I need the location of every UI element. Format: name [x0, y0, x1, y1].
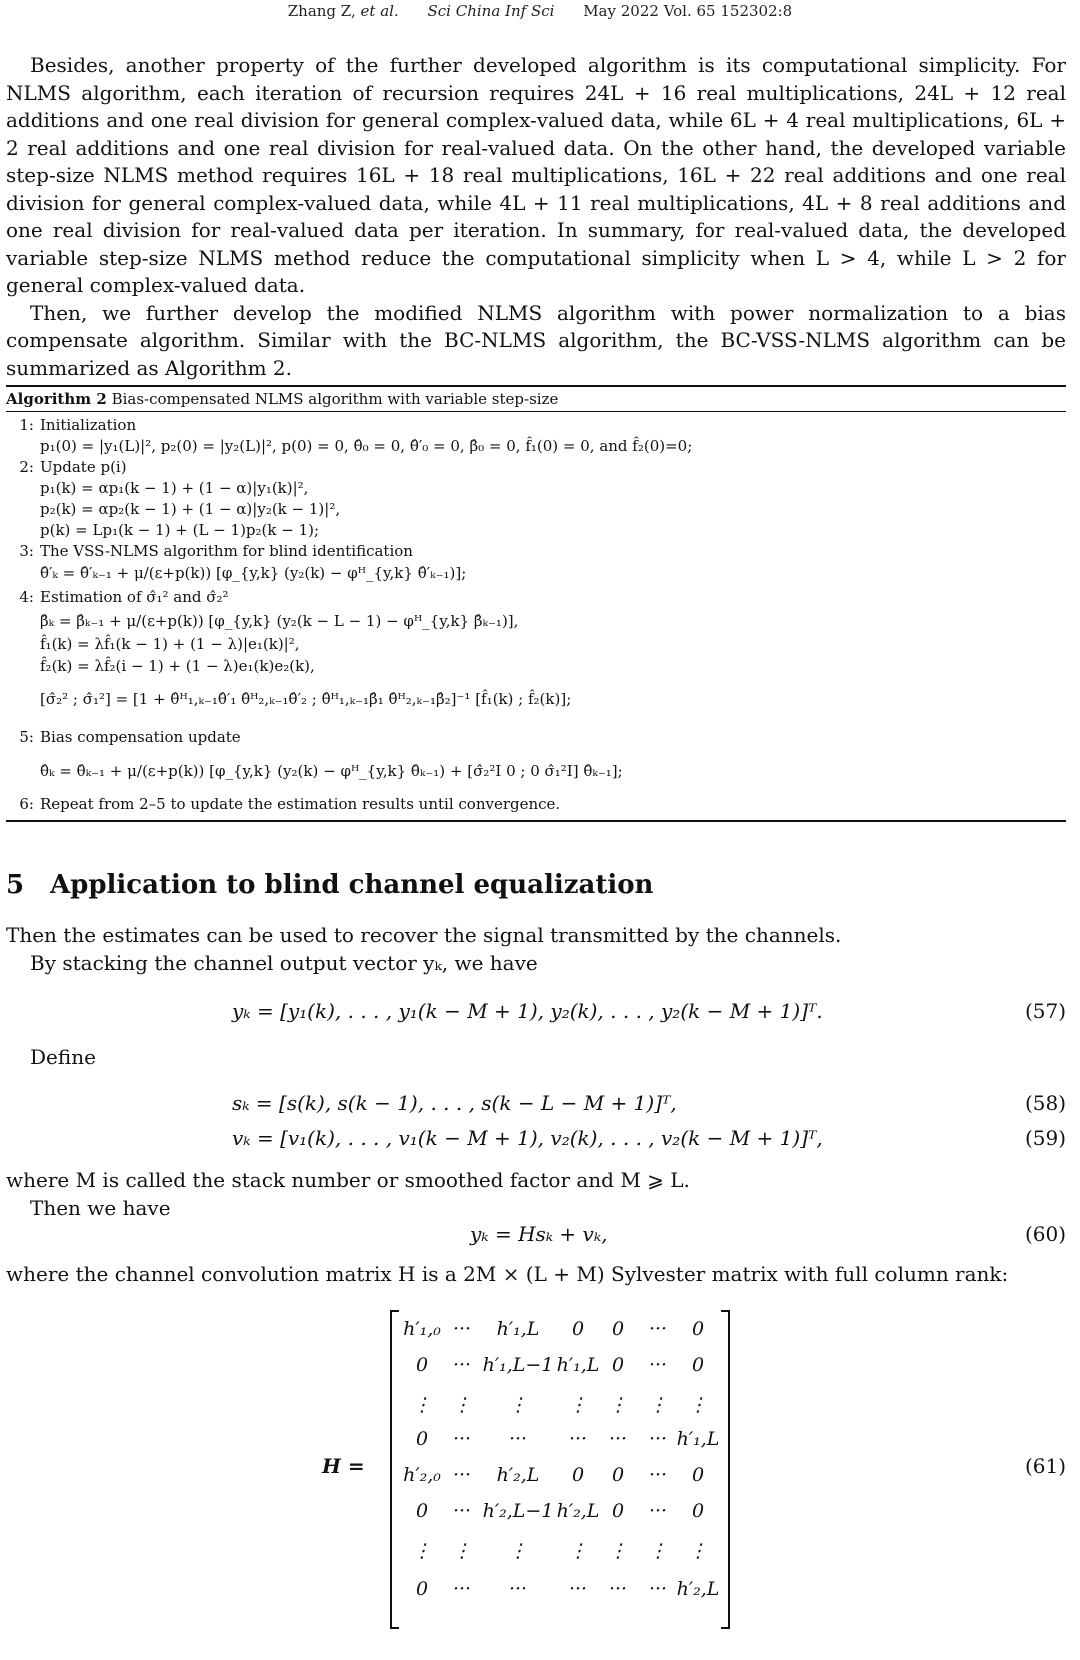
matrix-cell: 0: [571, 1318, 585, 1340]
algorithm-step: f̂₁(k) = λf̂₁(k − 1) + (1 − λ)|e₁(k)|²,: [40, 635, 300, 653]
matrix-cell: ···: [648, 1578, 668, 1600]
matrix-cell: h′₂,L: [496, 1464, 540, 1486]
equation-59: vₖ = [v₁(k), . . . , v₁(k − M + 1), v₂(k), . . . , v₂(k − M + 1)]ᵀ,: [232, 1126, 823, 1150]
algorithm-step: 3: The VSS-NLMS algorithm for blind identification: [19, 542, 413, 560]
header-journal: Sci China Inf Sci: [427, 2, 555, 20]
algorithm-step: β̂ₖ = β̂ₖ₋₁ + μ/(ε+p(k)) [φ_{y,k} (y₂(k − L − 1) − φᴴ_{y,k} β̂ₖ₋₁)],: [40, 612, 519, 630]
matrix-cell: ···: [648, 1428, 668, 1450]
algorithm-step: 6: Repeat from 2–5 to update the estimation results until convergence.: [19, 795, 561, 813]
equation-number-57: (57): [1024, 999, 1066, 1023]
matrix-cell: ···: [508, 1578, 528, 1600]
equation-number-60: (60): [1024, 1222, 1066, 1246]
equation-57: yₖ = [y₁(k), . . . , y₁(k − M + 1), y₂(k), . . . , y₂(k − M + 1)]ᵀ.: [232, 999, 823, 1023]
section-text-2: [6, 1167, 1066, 1222]
matrix-cell: 0: [611, 1500, 625, 1522]
matrix-left-bracket: [390, 1310, 399, 1629]
algorithm-step: p(k) = Lp₁(k − 1) + (L − 1)p₂(k − 1);: [40, 521, 320, 539]
running-header: [0, 2, 1080, 20]
algorithm-step: 1: Initialization: [19, 416, 137, 434]
matrix-cell: 0: [611, 1354, 625, 1376]
algorithm-step: 4: Estimation of σ̂₁² and σ̂₂²: [19, 588, 229, 606]
matrix-cell: ⋮: [508, 1394, 528, 1416]
header-issue: May 2022 Vol. 65 152302:8: [583, 2, 793, 20]
matrix-label: H =: [322, 1454, 365, 1478]
matrix-cell: ···: [648, 1500, 668, 1522]
matrix-cell: h′₁,L: [496, 1318, 540, 1340]
matrix-cell: ⋮: [412, 1540, 432, 1562]
paragraph-recover: Then the estimates can be used to recover the signal transmitted by the channels.: [6, 923, 842, 947]
matrix-cell: ···: [648, 1464, 668, 1486]
equation-60: yₖ = Hsₖ + vₖ,: [470, 1222, 608, 1246]
matrix-cell: ⋮: [688, 1394, 708, 1416]
matrix-cell: ⋮: [688, 1540, 708, 1562]
matrix-cell: ···: [452, 1428, 472, 1450]
matrix-cell: h′₂,L: [556, 1500, 600, 1522]
matrix-cell: h′₂,L: [676, 1578, 720, 1600]
matrix-cell: ⋮: [648, 1394, 668, 1416]
sylvester-matrix: [390, 1310, 730, 1625]
algorithm-step: [σ̂₂² ; σ̂₁²] = [1 + θ̂ᴴ₁,ₖ₋₁θ̂′₁ θ̂ᴴ₂,ₖ₋₁θ̂′₂ ; θ̂ᴴ₁,ₖ₋₁β̂₁ θ̂ᴴ₂,ₖ₋₁β̂₂]⁻¹ [f̂₁(k) ; f̂₂(k)];: [40, 690, 572, 708]
section-heading: 5 Application to blind channel equalization: [6, 870, 654, 900]
matrix-cell: ⋮: [452, 1394, 472, 1416]
paragraph-sylvester: where the channel convolution matrix H is a 2M × (L + M) Sylvester matrix with full column rank:: [6, 1262, 1009, 1286]
matrix-cell: ···: [508, 1428, 528, 1450]
paragraph-stack-number: where M is called the stack number or smoothed factor and M ⩾ L.: [6, 1168, 690, 1192]
matrix-cell: ···: [608, 1428, 628, 1450]
matrix-right-bracket: [721, 1310, 730, 1629]
matrix-cell: h′₁,₀: [403, 1318, 441, 1340]
matrix-cell: h′₁,L: [556, 1354, 600, 1376]
algorithm-caption-rule: [6, 411, 1066, 412]
matrix-cell: 0: [691, 1354, 705, 1376]
matrix-cell: h′₁,L−1: [482, 1354, 554, 1376]
matrix-cell: 0: [691, 1318, 705, 1340]
matrix-cell: 0: [691, 1464, 705, 1486]
matrix-cell: ⋮: [508, 1540, 528, 1562]
matrix-cell: ···: [568, 1428, 588, 1450]
equation-number-61: (61): [1024, 1454, 1066, 1478]
matrix-cell: ···: [568, 1578, 588, 1600]
matrix-cell: 0: [691, 1500, 705, 1522]
matrix-cell: ⋮: [568, 1540, 588, 1562]
matrix-cell: 0: [415, 1428, 429, 1450]
section-text-3: [6, 1261, 1066, 1289]
matrix-cell: ⋮: [608, 1540, 628, 1562]
matrix-cell: ···: [452, 1578, 472, 1600]
matrix-cell: ⋮: [452, 1540, 472, 1562]
matrix-cell: 0: [611, 1318, 625, 1340]
matrix-cell: ···: [648, 1354, 668, 1376]
algorithm-step: 5: Bias compensation update: [19, 728, 241, 746]
algorithm-caption: Algorithm 2 Bias-compensated NLMS algorithm with variable step-size: [6, 390, 559, 408]
matrix-cell: 0: [415, 1578, 429, 1600]
algorithm-bottom-rule: [6, 820, 1066, 822]
matrix-cell: ···: [452, 1318, 472, 1340]
matrix-cell: 0: [415, 1500, 429, 1522]
matrix-cell: ···: [452, 1354, 472, 1376]
matrix-cell: ⋮: [412, 1394, 432, 1416]
matrix-cell: h′₁,L: [676, 1428, 720, 1450]
header-authors: Zhang Z, et al.: [287, 2, 399, 20]
paragraph-then: Then we have: [30, 1195, 171, 1220]
matrix-cell: 0: [611, 1464, 625, 1486]
matrix-cell: ⋮: [568, 1394, 588, 1416]
matrix-cell: h′₂,L−1: [482, 1500, 554, 1522]
paragraph-bias-compensate: Then, we further develop the modified NLMS algorithm with power normalization to a bias compensate algorithm. Similar with the BC-NLMS algorithm, the BC-VSS-NLMS algorithm can be summarized as Algorithm 2.: [6, 300, 1066, 380]
algorithm-step: f̂₂(k) = λf̂₂(i − 1) + (1 − λ)e₁(k)e₂(k),: [40, 657, 315, 675]
paragraph-stacking: By stacking the channel output vector yₖ, we have: [30, 950, 538, 975]
algorithm-step: θ̂′ₖ = θ̂′ₖ₋₁ + μ/(ε+p(k)) [φ_{y,k} (y₂(k) − φᴴ_{y,k} θ̂′ₖ₋₁)];: [40, 564, 467, 582]
equation-number-59: (59): [1024, 1126, 1066, 1150]
matrix-cell: ···: [452, 1500, 472, 1522]
matrix-cell: ···: [648, 1318, 668, 1340]
matrix-cell: ···: [608, 1578, 628, 1600]
define-label: Define: [30, 1045, 96, 1069]
algorithm-top-rule: [6, 385, 1066, 387]
matrix-cell: 0: [571, 1464, 585, 1486]
algorithm-step: p₁(k) = αp₁(k − 1) + (1 − α)|y₁(k)|²,: [40, 479, 309, 497]
paragraph-complexity: Besides, another property of the further developed algorithm is its computational simplicity. For NLMS algorithm, each iteration of recursion requires 24L + 16 real multiplications, 24L + 12 real additions and one real division for general complex-valued data, while 6L + 4 real multiplications, 6L + 2 real additions and one real division for real-valued data. On the other hand, the developed variable step-size NLMS method requires 16L + 18 real multiplications, 16L + 22 real additions and one real division for general complex-valued data, while 4L + 11 real multiplications, 4L + 8 real additions and one real division for real-valued data per iteration. In summary, for real-valued data, the developed variable step-size NLMS method reduce the computational simplicity when L > 4, while L > 2 for general complex-valued data.: [6, 53, 1066, 297]
equation-58: sₖ = [s(k), s(k − 1), . . . , s(k − L − M + 1)]ᵀ,: [232, 1091, 677, 1115]
matrix-cell: 0: [415, 1354, 429, 1376]
algorithm-step: p₂(k) = αp₂(k − 1) + (1 − α)|y₂(k − 1)|²,: [40, 500, 341, 518]
intro-text: [6, 52, 1066, 382]
matrix-cell: ⋮: [608, 1394, 628, 1416]
algorithm-step: θ̂ₖ = θ̂ₖ₋₁ + μ/(ε+p(k)) [φ_{y,k} (y₂(k) − φᴴ_{y,k} θ̂ₖ₋₁) + [σ̂₂²I 0 ; 0 σ̂₁²I] θ̂ₖ₋₁];: [40, 762, 623, 780]
section-text-1: [6, 922, 1066, 977]
equation-number-58: (58): [1024, 1091, 1066, 1115]
matrix-cell: ···: [452, 1464, 472, 1486]
algorithm-step: 2: Update p(i): [19, 458, 127, 476]
matrix-cell: ⋮: [648, 1540, 668, 1562]
algorithm-step: p₁(0) = |y₁(L)|², p₂(0) = |y₂(L)|², p(0) = 0, θ̂₀ = 0, θ̂′₀ = 0, β̂₀ = 0, f̂₁(0) = 0, and f̂₂(0)=0;: [40, 437, 693, 455]
matrix-cell: h′₂,₀: [403, 1464, 441, 1486]
